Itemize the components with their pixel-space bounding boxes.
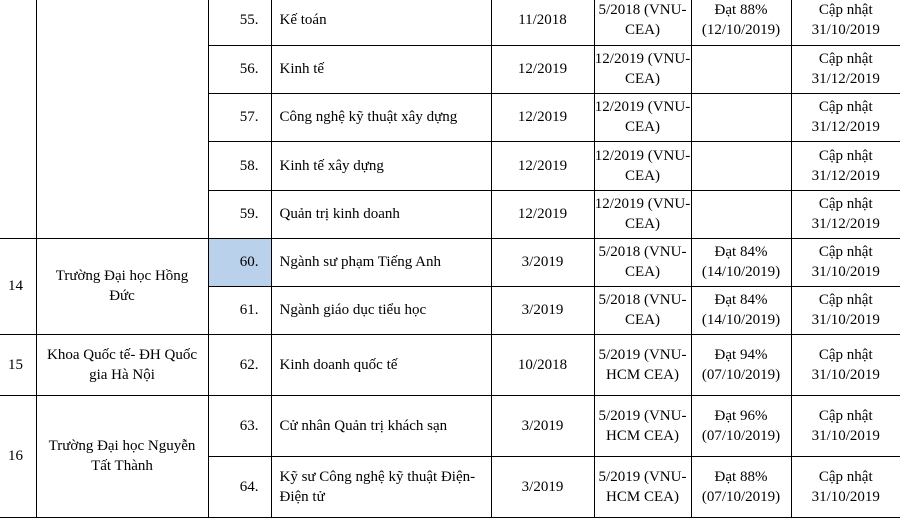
result-cell[interactable]: Đạt 96% (07/10/2019) bbox=[691, 395, 791, 456]
row-number-cell[interactable]: 57. bbox=[208, 93, 271, 141]
accreditation-org-cell[interactable]: 12/2019 (VNU-CEA) bbox=[594, 141, 691, 190]
row-number-cell[interactable]: 56. bbox=[208, 45, 271, 93]
result-cell[interactable] bbox=[691, 190, 791, 238]
result-cell[interactable]: Đạt 88% (12/10/2019) bbox=[691, 0, 791, 45]
self-eval-date-cell[interactable]: 12/2019 bbox=[491, 141, 594, 190]
update-cell[interactable]: Cập nhật 31/10/2019 bbox=[791, 286, 900, 334]
result-cell[interactable] bbox=[691, 45, 791, 93]
result-cell[interactable]: Đạt 84% (14/10/2019) bbox=[691, 238, 791, 286]
row-number-cell[interactable]: 58. bbox=[208, 141, 271, 190]
program-cell[interactable]: Quản trị kinh doanh bbox=[271, 190, 491, 238]
program-cell[interactable]: Kinh tế bbox=[271, 45, 491, 93]
program-cell[interactable]: Công nghệ kỹ thuật xây dựng bbox=[271, 93, 491, 141]
row-number-cell[interactable]: 64. bbox=[208, 456, 271, 517]
update-cell[interactable]: Cập nhật 31/12/2019 bbox=[791, 190, 900, 238]
program-cell[interactable]: Kinh tế xây dựng bbox=[271, 141, 491, 190]
row-number-cell[interactable]: 61. bbox=[208, 286, 271, 334]
result-cell[interactable]: Đạt 94% (07/10/2019) bbox=[691, 334, 791, 395]
program-cell[interactable]: Kỹ sư Công nghệ kỹ thuật Điện- Điện tử bbox=[271, 456, 491, 517]
self-eval-date-cell[interactable]: 3/2019 bbox=[491, 395, 594, 456]
program-cell[interactable]: Ngành giáo dục tiểu học bbox=[271, 286, 491, 334]
group-stt-cell[interactable]: 15 bbox=[0, 334, 36, 395]
accreditation-org-cell[interactable]: 5/2019 (VNU-HCM CEA) bbox=[594, 456, 691, 517]
row-number-cell[interactable]: 59. bbox=[208, 190, 271, 238]
result-cell[interactable]: Đạt 88% (07/10/2019) bbox=[691, 456, 791, 517]
update-cell[interactable]: Cập nhật 31/12/2019 bbox=[791, 45, 900, 93]
accreditation-org-cell[interactable]: 5/2018 (VNU-CEA) bbox=[594, 0, 691, 45]
school-name: Trường Đại học Hồng Đức bbox=[55, 268, 189, 304]
self-eval-date-cell[interactable]: 12/2019 bbox=[491, 45, 594, 93]
school-name: Trường Đại học Nguyễn Tất Thành bbox=[48, 438, 196, 474]
self-eval-date-cell[interactable]: 3/2019 bbox=[491, 456, 594, 517]
school-name-cell[interactable] bbox=[36, 334, 208, 395]
program-cell[interactable]: Cử nhân Quản trị khách sạn bbox=[271, 395, 491, 456]
row-number-cell[interactable]: 55. bbox=[208, 0, 271, 45]
update-cell[interactable]: Cập nhật 31/10/2019 bbox=[791, 456, 900, 517]
result-cell[interactable] bbox=[691, 141, 791, 190]
self-eval-date-cell[interactable]: 12/2019 bbox=[491, 93, 594, 141]
result-cell[interactable]: Đạt 84% (14/10/2019) bbox=[691, 286, 791, 334]
accreditation-org-cell[interactable]: 5/2018 (VNU-CEA) bbox=[594, 238, 691, 286]
self-eval-date-cell[interactable]: 11/2018 bbox=[491, 0, 594, 45]
self-eval-date-cell[interactable]: 12/2019 bbox=[491, 190, 594, 238]
update-cell[interactable]: Cập nhật 31/10/2019 bbox=[791, 0, 900, 45]
group-stt-cell[interactable] bbox=[0, 0, 36, 238]
school-name: Khoa Quốc tế- ĐH Quốc gia Hà Nội bbox=[47, 346, 197, 383]
result-cell[interactable] bbox=[691, 93, 791, 141]
update-cell[interactable]: Cập nhật 31/10/2019 bbox=[791, 395, 900, 456]
row-number-cell-selected[interactable]: 60. bbox=[208, 238, 271, 286]
self-eval-date-cell[interactable]: 3/2019 bbox=[491, 286, 594, 334]
accreditation-org-cell[interactable]: 5/2019 (VNU-HCM CEA) bbox=[594, 395, 691, 456]
row-number-cell[interactable]: 62. bbox=[208, 334, 271, 395]
accreditation-org-cell[interactable]: 12/2019 (VNU-CEA) bbox=[594, 93, 691, 141]
group-stt-cell[interactable]: 14 bbox=[0, 238, 36, 334]
update-cell[interactable]: Cập nhật 31/12/2019 bbox=[791, 141, 900, 190]
update-cell[interactable]: Cập nhật 31/10/2019 bbox=[791, 238, 900, 286]
school-name-cell[interactable] bbox=[36, 0, 208, 238]
accreditation-org-cell[interactable]: 12/2019 (VNU-CEA) bbox=[594, 45, 691, 93]
update-cell[interactable]: Cập nhật 31/12/2019 bbox=[791, 93, 900, 141]
self-eval-date-cell[interactable]: 10/2018 bbox=[491, 334, 594, 395]
program-cell[interactable]: Kinh doanh quốc tế bbox=[271, 334, 491, 395]
school-name-cell[interactable] bbox=[36, 395, 208, 517]
update-cell[interactable]: Cập nhật 31/10/2019 bbox=[791, 334, 900, 395]
school-name-cell[interactable] bbox=[36, 238, 208, 334]
self-eval-date-cell[interactable]: 3/2019 bbox=[491, 238, 594, 286]
program-cell[interactable]: Kế toán bbox=[271, 0, 491, 45]
accreditation-org-cell[interactable]: 5/2018 (VNU-CEA) bbox=[594, 286, 691, 334]
accreditation-org-cell[interactable]: 12/2019 (VNU-CEA) bbox=[594, 190, 691, 238]
program-cell[interactable]: Ngành sư phạm Tiếng Anh bbox=[271, 238, 491, 286]
group-stt-cell[interactable]: 16 bbox=[0, 395, 36, 517]
accreditation-org-cell[interactable]: 5/2019 (VNU-HCM CEA) bbox=[594, 334, 691, 395]
row-number-cell[interactable]: 63. bbox=[208, 395, 271, 456]
